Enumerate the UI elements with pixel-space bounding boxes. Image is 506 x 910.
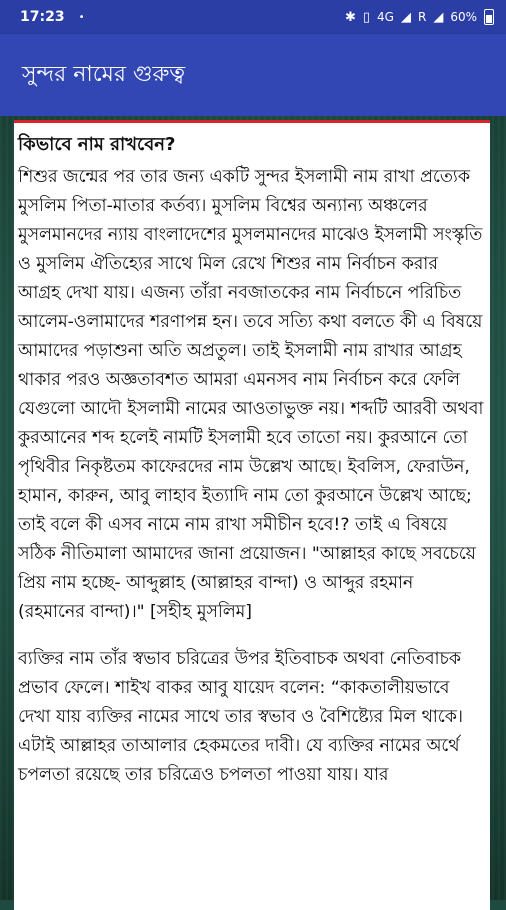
battery-icon	[484, 9, 494, 25]
app-title: সুন্দর নামের গুরুত্ব	[22, 61, 185, 87]
article-paragraph: ব্যক্তির নাম তাঁর স্বভাব চরিত্রের উপর ইতিবাচক অথবা নেতিবাচক প্রভাব ফেলে। শাইখ বাকর আবু যায়েদ বলেন: “কাকতালীয়ভাবে দেখা যায় ব্যক্তির নামের সাথে তার স্বভাব ও বৈশিষ্ট্যের মিল থাকে। এটাই আল্লাহর তাআলার হেকমতের দাবী। যে ব্যক্তির নামের অর্থে চপলতা রয়েছে তার চরিত্রেও চপলতা পাওয়া যায়। যার	[18, 649, 463, 785]
app-bar	[0, 34, 506, 116]
bluetooth-icon: ✱	[344, 9, 356, 25]
vibrate-icon: ▯	[362, 9, 371, 25]
signal-icon-2: ◢	[433, 9, 444, 25]
notification-dot-icon: •	[78, 11, 85, 23]
article-card	[14, 120, 490, 910]
signal-icon: ◢	[400, 9, 411, 25]
status-bar	[0, 0, 506, 34]
article-paragraph: শিশুর জন্মের পর তার জন্য একটি সুন্দর ইসলামী নাম রাখা প্রত্যেক মুসলিম পিতা-মাতার কর্তব্য। মুসলিম বিশ্বের অন্যান্য অঞ্চলের মুসলমানদের ন্যায় বাংলাদেশের মুসলমানদের মাঝেও ইসলামী সংস্কৃতি ও মুসলিম ঐতিহ্যের সাথে মিল রেখে শিশুর নাম নির্বাচন করার আগ্রহ দেখা যায়। এজন্য তাঁরা নবজাতকের নাম নির্বাচনে পরিচিত আলেম-ওলামাদের শরণাপন্ন হন। তবে সত্যি কথা বলতে কী এ বিষয়ে আমাদের পড়াশুনা অতি অপ্রতুল। তাই ইসলামী নাম রাখার আগ্রহ থাকার পরও অজ্ঞতাবশত আমরা এমনসব নাম নির্বাচন করে ফেলি যেগুলো আদৌ ইসলামী নামের আওতাভুক্ত নয়। শব্দটি আরবী অথবা কুরআনের শব্দ হলেই নামটি ইসলামী হবে তাতো নয়। কুরআনে তো পৃথিবীর নিকৃষ্টতম কাফেরদের নাম উল্লেখ আছে। ইবলিস, ফেরাউন, হামান, কারুন, আবু লাহাব ইত্যাদি নাম তো কুরআনে উল্লেখ আছে; তাই বলে কী এসব নামে নাম রাখা সমীচীন হবে!? তাই এ বিষয়ে সঠিক নীতিমালা আমাদের জানা প্রয়োজন। "আল্লাহর কাছে সবচেয়ে প্রিয় নাম হচ্ছে- আব্দুল্লাহ (আল্লাহর বান্দা) ও আব্দুর রহমান (রহমানের বান্দা)।" [সহীহ মুসলিম]	[18, 167, 484, 622]
status-icons	[345, 9, 494, 25]
battery-percent: 60%	[450, 10, 477, 24]
network-type: 4G	[377, 10, 394, 24]
roaming-indicator: R	[417, 10, 427, 24]
content-area[interactable]	[0, 116, 506, 900]
article-heading: কিভাবে নাম রাখবেন?	[18, 134, 176, 155]
status-time: 17:23	[20, 9, 65, 25]
